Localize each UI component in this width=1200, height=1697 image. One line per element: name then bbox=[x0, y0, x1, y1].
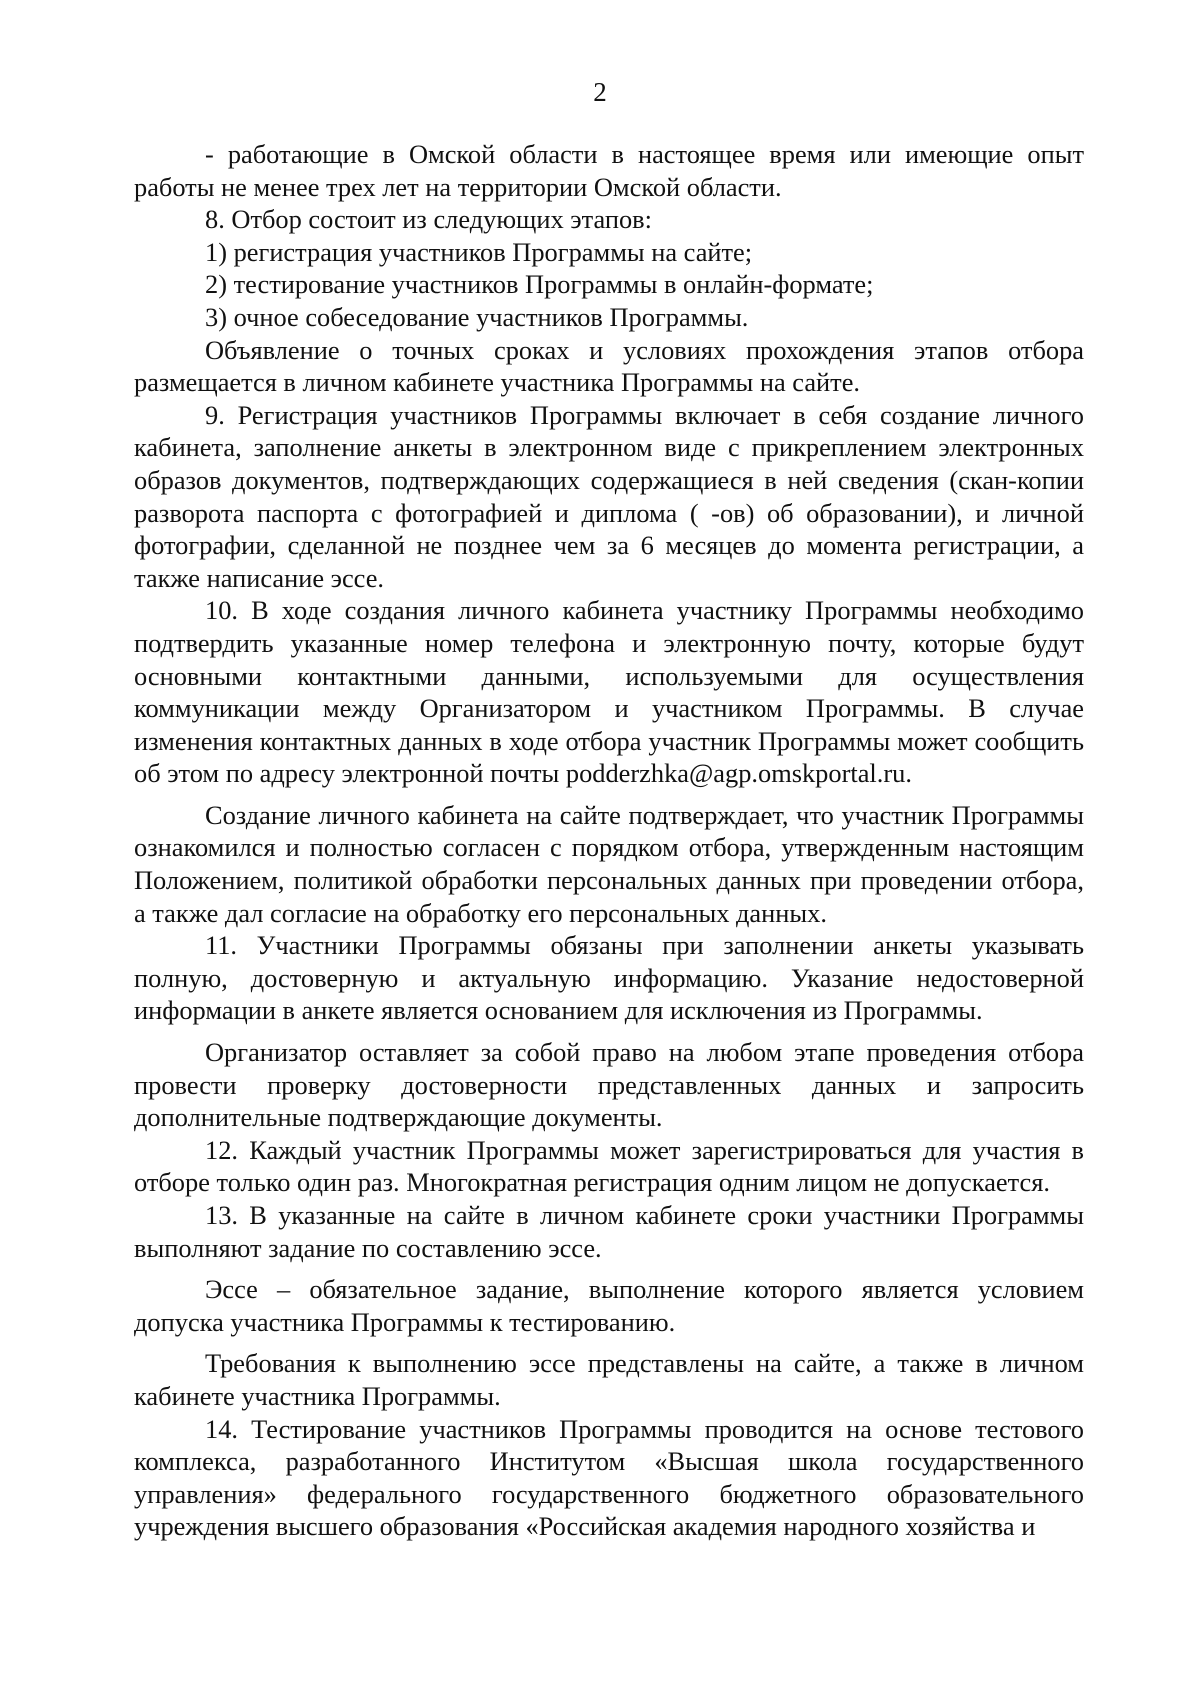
paragraph-14-testing: 14. Тестирование участников Программы проводится на основе тестового комплекса, разработанного Институтом «Высшая школа государственного управления» федерального государственного бюджетного образовательного учреждения высшего образования «Российская академия народного хозяйства и bbox=[134, 1413, 1084, 1542]
page-number: 2 bbox=[593, 77, 607, 107]
paragraph-8-selection-stages: 8. Отбор состоит из следующих этапов: bbox=[205, 204, 652, 235]
paragraph-essay-requirements: Требования к выполнению эссе представлены на сайте, а также в личном кабинете участника Программы. bbox=[134, 1348, 1084, 1411]
paragraph-requirement-work: - работающие в Омской области в настоящее время или имеющие опыт работы не менее трех лет на территории Омской области. bbox=[134, 139, 1084, 202]
paragraph-9-registration: 9. Регистрация участников Программы включает в себя создание личного кабинета, заполнение анкеты в электронном виде с прикреплением электронных образов документов, подтверждающих содержащиеся в ней сведения (скан-копии разворота паспорта с фотографией и диплома ( -ов) об образовании), и личной фотографии, сделанной не позднее чем за 6 месяцев до момента регистрации, а также написание эссе. bbox=[134, 399, 1084, 593]
paragraph-10-account-creation: 10. В ходе создания личного кабинета участнику Программы необходимо подтвердить указанные номер телефона и электронную почту, которые будут основными контактными данными, используемыми для осуществления коммуникации между Организатором и участником Программы. В случае изменения контактных данных в ходе отбора участник Программы может сообщить об этом по адресу электронной почты podderzhka@agp.omskportal.ru. bbox=[134, 595, 1084, 789]
paragraph-account-consent: Создание личного кабинета на сайте подтверждает, что участник Программы ознакомился и полностью согласен с порядком отбора, утвержденным настоящим Положением, политикой обработки персональных данных при проведении отбора, а также дал согласие на обработку его персональных данных. bbox=[134, 799, 1084, 928]
paragraph-13-essay: 13. В указанные на сайте в личном кабинете сроки участники Программы выполняют задание по составлению эссе. bbox=[134, 1200, 1084, 1263]
document-body bbox=[134, 138, 1084, 1543]
list-item-stage-3: 3) очное собеседование участников Программы. bbox=[205, 301, 749, 332]
list-item-stage-2: 2) тестирование участников Программы в онлайн-формате; bbox=[205, 269, 874, 300]
paragraph-announcement: Объявление о точных сроках и условиях прохождения этапов отбора размещается в личном кабинете участника Программы на сайте. bbox=[134, 334, 1084, 398]
paragraph-essay-mandatory: Эссе – обязательное задание, выполнение которого является условием допуска участника Программы к тестированию. bbox=[134, 1274, 1084, 1337]
list-item-stage-1: 1) регистрация участников Программы на сайте; bbox=[205, 236, 753, 267]
paragraph-organizer-rights: Организатор оставляет за собой право на любом этапе проведения отбора провести проверку достоверности представленных данных и запросить дополнительные подтверждающие документы. bbox=[134, 1037, 1084, 1133]
paragraph-11-questionnaire: 11. Участники Программы обязаны при заполнении анкеты указывать полную, достоверную и актуальную информацию. Указание недостоверной информации в анкете является основанием для исключения из Программы. bbox=[134, 930, 1084, 1026]
paragraph-12-single-registration: 12. Каждый участник Программы может зарегистрироваться для участия в отборе только один раз. Многократная регистрация одним лицом не допускается. bbox=[134, 1134, 1084, 1198]
